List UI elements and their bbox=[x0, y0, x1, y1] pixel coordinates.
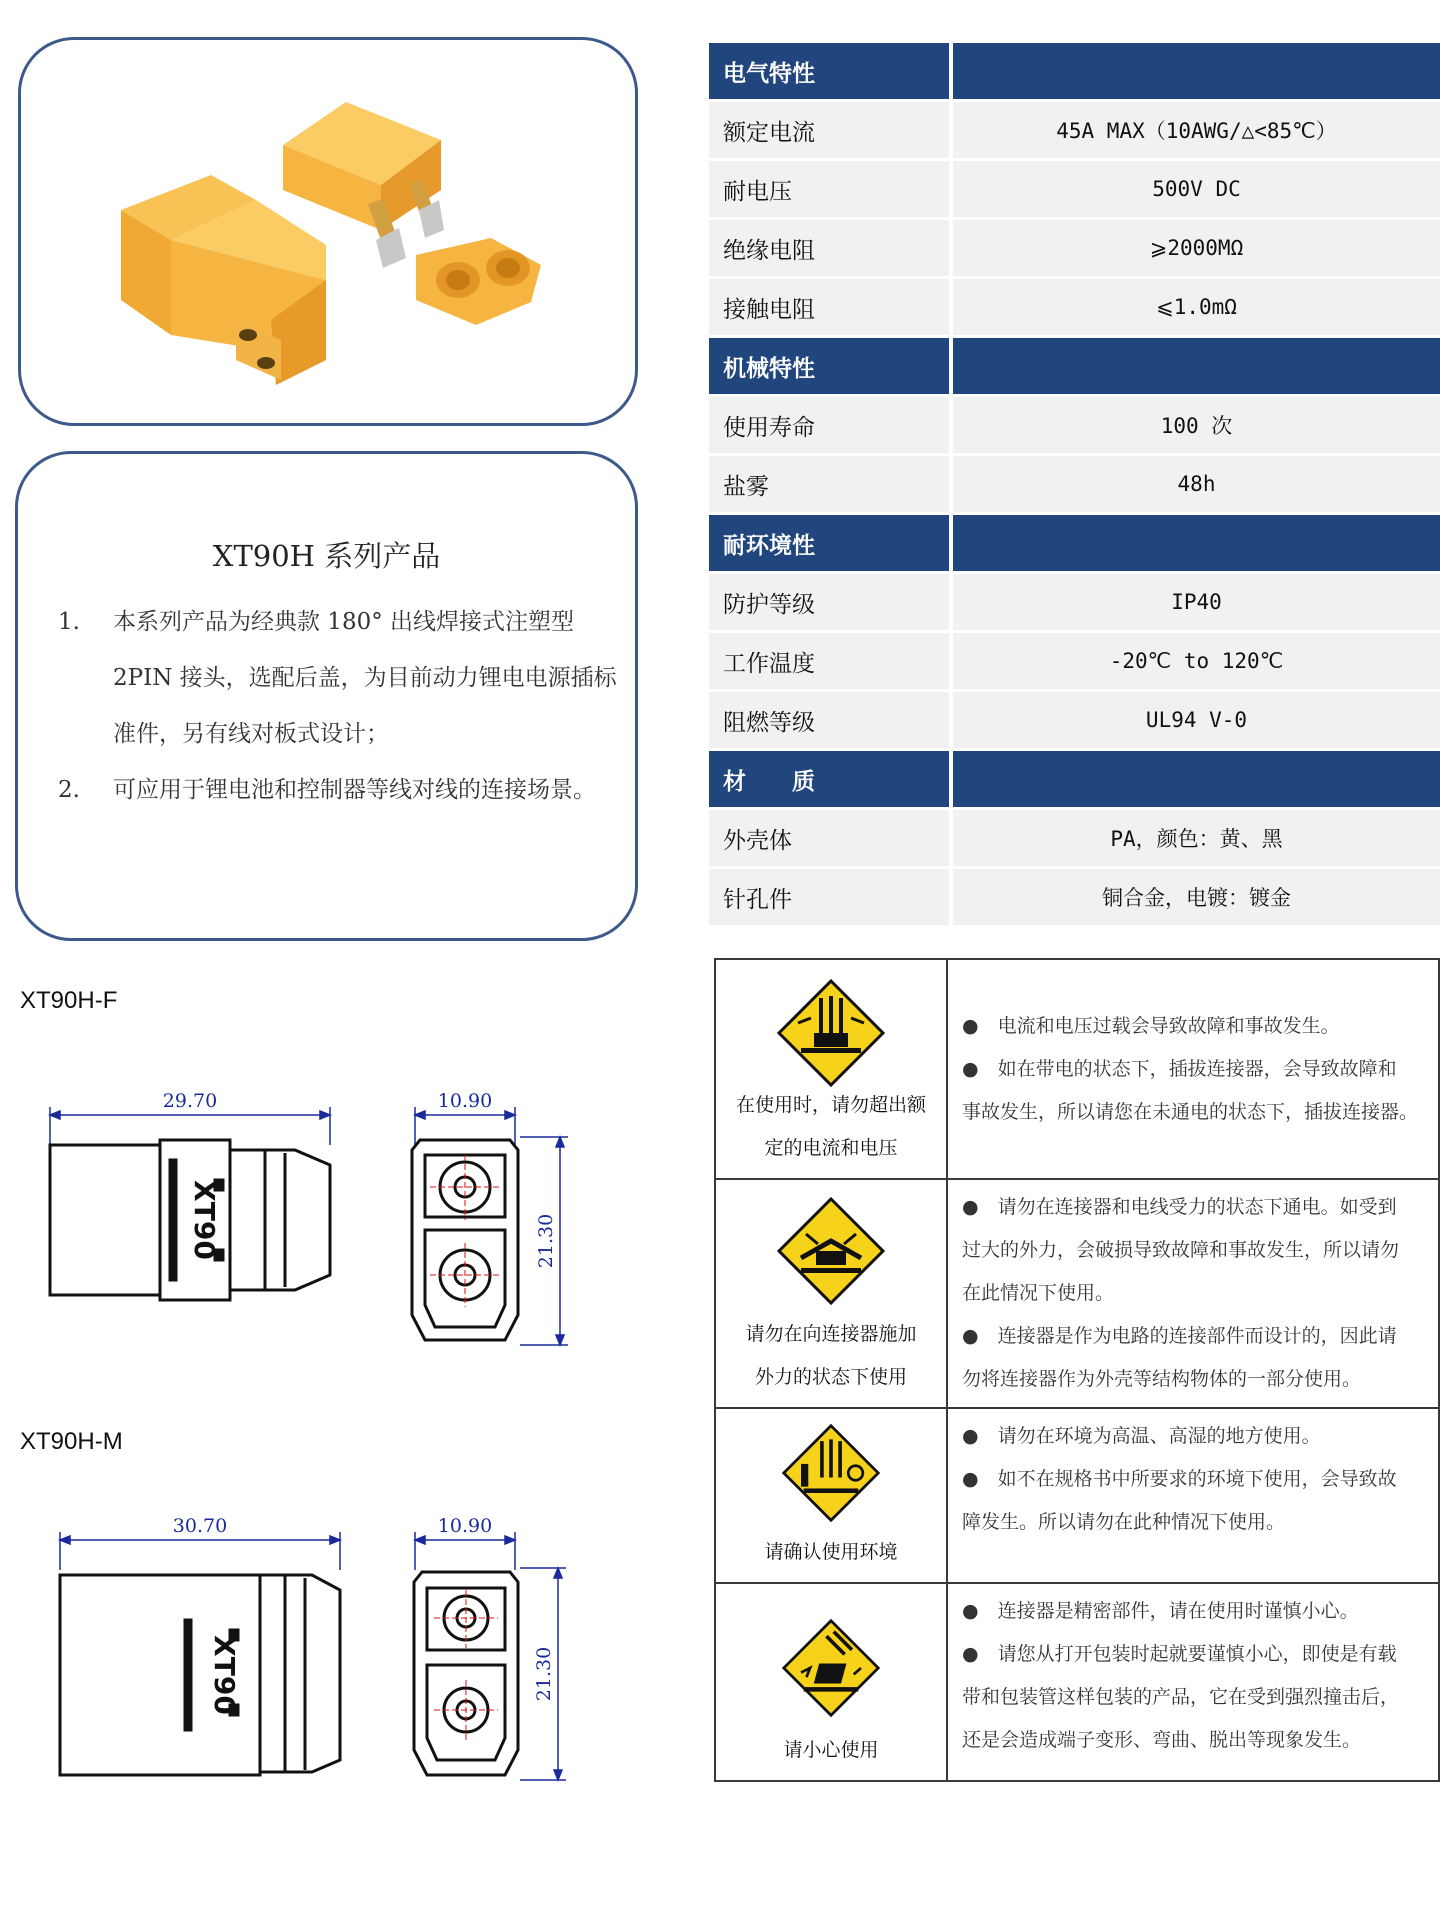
product-photo-box bbox=[18, 37, 638, 426]
spec-value: 100 次 bbox=[953, 397, 1440, 453]
caution-row bbox=[715, 1408, 1439, 1583]
spec-value bbox=[953, 751, 1440, 807]
caution-line: ● 如不在规格书中所要求的环境下使用，会导致故 bbox=[962, 1468, 1397, 1490]
caution-line: ● 连接器是作为电路的连接部件而设计的，因此请 bbox=[962, 1325, 1397, 1347]
caution-line: 在此情况下使用。 bbox=[962, 1282, 1115, 1304]
spec-label: 针孔件 bbox=[709, 869, 949, 925]
spec-value: IP40 bbox=[953, 574, 1440, 630]
drawing-label-female: XT90H-F bbox=[20, 987, 118, 1014]
product-description-box bbox=[15, 451, 638, 941]
caution-caption-line: 在使用时，请勿超出额 bbox=[735, 1094, 926, 1116]
caution-caption-line: 请确认使用环境 bbox=[764, 1541, 898, 1563]
spec-value bbox=[953, 515, 1440, 571]
drawing-label-male: XT90H-M bbox=[20, 1428, 123, 1455]
spec-table bbox=[709, 43, 1440, 928]
spec-row bbox=[709, 692, 1440, 748]
drawing-mark-male: XT90 bbox=[208, 1635, 241, 1715]
spec-value: PA，颜色：黄、黑 bbox=[953, 810, 1440, 866]
caution-line: 事故发生，所以请您在未通电的状态下，插拔连接器。 bbox=[962, 1100, 1419, 1123]
caution-line: 带和包装管这样包装的产品，它在受到强烈撞击后， bbox=[962, 1686, 1400, 1708]
spec-row bbox=[709, 279, 1440, 335]
caution-line: 还是会造成端子变形、弯曲、脱出等现象发生。 bbox=[962, 1729, 1362, 1751]
caution-line: ● 如在带电的状态下，插拔连接器，会导致故障和 bbox=[962, 1057, 1397, 1080]
list-item-text: 本系列产品为经典款 180° 出线焊接式注塑型 2PIN 接头，选配后盖，为目前动力锂电电源插标准件，另有线对板式设计； bbox=[113, 609, 617, 747]
caution-caption-line: 请小心使用 bbox=[783, 1739, 879, 1761]
caution-caption bbox=[716, 1313, 946, 1399]
spec-value bbox=[953, 43, 1440, 99]
male-drawing bbox=[50, 1510, 580, 1790]
drawing-mark-female: XT90 bbox=[188, 1180, 221, 1260]
caution-caption-line: 请勿在向连接器施加 bbox=[745, 1323, 917, 1345]
spec-row bbox=[709, 869, 1440, 925]
spec-value: ⩾2000MΩ bbox=[953, 220, 1440, 276]
spec-label: 接触电阻 bbox=[709, 279, 949, 335]
spec-label: 额定电流 bbox=[709, 102, 949, 158]
dim-side-female: 10.90 bbox=[437, 1090, 493, 1112]
caution-text-cell bbox=[947, 1179, 1439, 1408]
spec-row bbox=[709, 633, 1440, 689]
product-feature-list bbox=[58, 594, 618, 818]
spec-value: 500V DC bbox=[953, 161, 1440, 217]
environment-warning-icon bbox=[781, 1423, 881, 1523]
spec-label: 外壳体 bbox=[709, 810, 949, 866]
spec-section-header bbox=[709, 751, 1440, 807]
caution-row bbox=[715, 959, 1439, 1179]
spec-label: 绝缘电阻 bbox=[709, 220, 949, 276]
caution-line: 障发生。所以请勿在此种情况下使用。 bbox=[962, 1511, 1286, 1533]
caution-icon-cell bbox=[715, 1179, 947, 1408]
caution-icon-cell bbox=[715, 1583, 947, 1781]
product-title: XT90H 系列产品 bbox=[212, 539, 441, 573]
caution-line: ● 连接器是精密部件，请在使用时谨慎小心。 bbox=[962, 1600, 1359, 1622]
caution-text-cell bbox=[947, 959, 1439, 1179]
spec-value: -20℃ to 120℃ bbox=[953, 633, 1440, 689]
handle-with-care-icon bbox=[781, 1618, 881, 1718]
caution-line: ● 请勿在连接器和电线受力的状态下通电。如受到 bbox=[962, 1196, 1397, 1218]
caution-caption bbox=[716, 1729, 946, 1772]
spec-label: 电气特性 bbox=[709, 43, 949, 99]
spec-row bbox=[709, 810, 1440, 866]
spec-section-header bbox=[709, 515, 1440, 571]
list-item-number: 1. bbox=[58, 609, 80, 635]
spec-section-header bbox=[709, 43, 1440, 99]
list-item-text: 可应用于锂电池和控制器等线对线的连接场景。 bbox=[113, 777, 596, 803]
female-drawing bbox=[40, 1085, 580, 1375]
product-photo bbox=[21, 40, 635, 423]
connector-cap-image bbox=[416, 238, 541, 325]
dim-height-female: 21.30 bbox=[535, 1213, 557, 1269]
spec-label: 材 质 bbox=[709, 751, 949, 807]
spec-value: UL94 V-0 bbox=[953, 692, 1440, 748]
caution-caption bbox=[716, 1084, 946, 1170]
spec-row bbox=[709, 574, 1440, 630]
caution-text-cell bbox=[947, 1583, 1439, 1781]
spec-value: ⩽1.0mΩ bbox=[953, 279, 1440, 335]
dim-width-male: 30.70 bbox=[172, 1515, 228, 1537]
caution-line: 勿将连接器作为外壳等结构物体的一部分使用。 bbox=[962, 1368, 1362, 1390]
spec-label: 工作温度 bbox=[709, 633, 949, 689]
list-item bbox=[58, 762, 618, 818]
caution-caption-line: 外力的状态下使用 bbox=[754, 1366, 907, 1388]
dim-side-male: 10.90 bbox=[437, 1515, 493, 1537]
caution-text-cell bbox=[947, 1408, 1439, 1583]
spec-label: 阻燃等级 bbox=[709, 692, 949, 748]
caution-row bbox=[715, 1583, 1439, 1781]
spec-value: 48h bbox=[953, 456, 1440, 512]
list-item-number: 2. bbox=[58, 777, 80, 803]
caution-caption-line: 定的电流和电压 bbox=[764, 1137, 898, 1159]
dim-width-female: 29.70 bbox=[162, 1090, 218, 1112]
spec-value: 铜合金，电镀：镀金 bbox=[953, 869, 1440, 925]
spec-row bbox=[709, 456, 1440, 512]
caution-row bbox=[715, 1179, 1439, 1408]
external-force-warning-icon bbox=[776, 1196, 886, 1306]
dim-height-male: 21.30 bbox=[533, 1646, 555, 1702]
spec-value: 45A MAX（10AWG/△<85℃） bbox=[953, 102, 1440, 158]
caution-line: ● 请勿在环境为高温、高湿的地方使用。 bbox=[962, 1425, 1321, 1447]
spec-row bbox=[709, 102, 1440, 158]
connector-plug-image bbox=[121, 175, 326, 385]
caution-caption bbox=[716, 1531, 946, 1574]
spec-label: 机械特性 bbox=[709, 338, 949, 394]
spec-label: 耐电压 bbox=[709, 161, 949, 217]
spec-label: 防护等级 bbox=[709, 574, 949, 630]
list-item bbox=[58, 594, 618, 762]
spec-label: 盐雾 bbox=[709, 456, 949, 512]
caution-icon-cell bbox=[715, 1408, 947, 1583]
spec-section-header bbox=[709, 338, 1440, 394]
caution-line: ● 电流和电压过载会导致故障和事故发生。 bbox=[962, 1014, 1340, 1037]
spec-value bbox=[953, 338, 1440, 394]
spec-row bbox=[709, 220, 1440, 276]
spec-label: 使用寿命 bbox=[709, 397, 949, 453]
caution-line: ● 请您从打开包装时起就要谨慎小心，即使是有载 bbox=[962, 1643, 1397, 1665]
spec-row bbox=[709, 397, 1440, 453]
spec-label: 耐环境性 bbox=[709, 515, 949, 571]
caution-line: 过大的外力，会破损导致故障和事故发生，所以请勿 bbox=[962, 1239, 1400, 1261]
spec-row bbox=[709, 161, 1440, 217]
caution-table bbox=[714, 958, 1440, 1782]
caution-icon-cell bbox=[715, 959, 947, 1179]
overload-warning-icon bbox=[776, 978, 886, 1088]
